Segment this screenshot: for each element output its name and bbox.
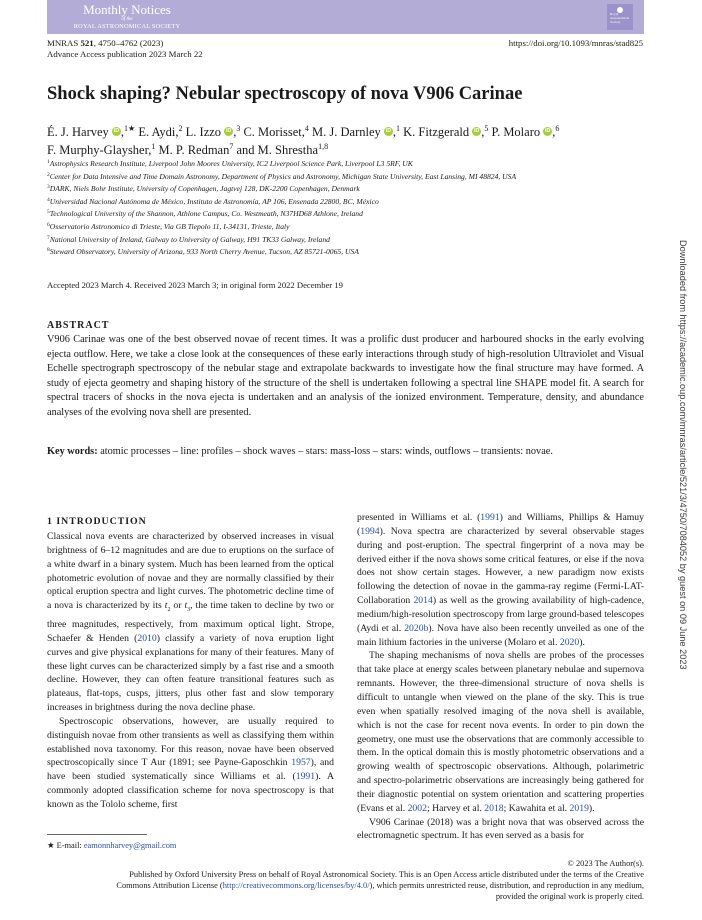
keywords-label: Key words: [47,446,98,457]
author-name: M. P. Redman [158,143,230,157]
publisher-line-3: provided the original work is properly cited. [495,892,644,901]
author [159,143,234,157]
author-affiliation-mark: 7 [229,142,234,151]
orcid-icon[interactable]: iD [545,128,551,134]
author-affiliation-mark: 1★ [124,124,136,133]
email-link[interactable]: eamonnharvey@gmail.com [83,841,177,850]
journal-banner [47,0,644,34]
affiliation [47,157,644,170]
author [243,125,308,139]
author-name: E. Aydi, [138,125,179,139]
affiliation [47,220,644,233]
author-name: É. J. Harvey [47,125,109,139]
citation-link[interactable]: 1991 [480,512,500,523]
footnote-label: ★ E-mail: [47,841,84,850]
publisher-statement [58,869,644,902]
affiliation-number: 4 [47,196,50,203]
paragraph: The shaping mechanisms of nova shells are probes of the processes that take place at energy scales between planetary nebulae and supernova remnants. However, the three-dimensional structure of nova shells is difficult to untangle when viewed on the plane of the sky. This is true even when spatially resolved imaging of the nova shell is available, which is not the case for recent nova events. In order to pin down the geometry, one must use the observations that are commonly accessible to them. In the optical domain this is mostly photometric observations and a growing wealth of spectroscopic observations. Although, polarimetric and spectro-polarimetric observations are increasingly being gathered for their diagnostic potential on system orientation and scattering properties (Evans et al. 2002; Harvey et al. 2018; Kawahita et al. 2019). [357,650,644,814]
author-affiliation-mark: 1,8 [318,142,329,151]
author-name: C. Morisset, [243,125,305,139]
orcid-icon[interactable]: iD [385,128,392,134]
affiliation-text: Technological University of the Shannon, Athlone Campus, Co. Westmeath, N37HD68 Athlone, Ireland [49,209,363,219]
citation-link[interactable]: 2014 [413,595,433,607]
affiliation-text: Osservatorio Astronomico di Trieste, Via GB Tiepolo 11, I-34131, Trieste, Italy [49,221,290,231]
author-affiliation-mark: 3 [236,124,241,133]
affiliation [47,245,644,258]
author-affiliation-mark: 1 [396,124,401,133]
author: K. Fitzgerald iD ,$^5$ [403,124,489,139]
affiliation-list [47,157,644,258]
journal-of: of the [121,17,133,22]
paragraph: Spectroscopic observations, however, are usually required to distinguish novae from other transients as well as classifying them within established nova taxonomy. For this reason, novae have been observed spectroscopically since T Aur (1891; see Payne-Gaposchkin 1957), and have been studied systematically since Williams et al. (1991). A commonly adopted classification scheme for nova spectroscopy is that known as the Tololo scheme, first [47,715,335,810]
author-name: L. Izzo [185,125,222,139]
citation-link[interactable]: 2020b [404,622,429,634]
author: L. Izzo iD ,$^3$ [185,124,241,139]
section-heading-introduction: 1 INTRODUCTION [47,516,147,527]
license-link[interactable]: http://creativecommons.org/licenses/by/4.0/ [222,881,370,890]
publisher-line-2 [58,880,644,891]
affiliation [47,195,644,208]
author: M. J. Darnley iD ,$^1$ [312,124,401,139]
body-column-right [357,511,644,843]
affiliation-number: 3 [47,184,50,191]
citation [47,38,163,49]
citation-link[interactable]: 2018 [484,802,504,814]
author [138,125,182,139]
footnote-divider [47,834,147,835]
affiliation [47,233,644,246]
publisher-line-2-end: ), which permits unrestricted reuse, distribution, and reproduction in any medium, [369,881,644,890]
society-logo-icon [607,4,633,30]
author-name: M. J. Darnley [312,125,381,139]
affiliation-number: 2 [47,171,50,178]
affiliation-text: DARK, Niels Bohr Institute, University of Copenhagen, Jagtvej 128, DK-2200 Copenhagen, Denmark [49,184,360,194]
publisher-line-2-start: Commons Attribution License ( [116,881,223,890]
author-affiliation-mark: 6 [555,124,560,133]
keywords [47,445,644,459]
author-affiliation-mark: 5 [484,124,489,133]
citation-link[interactable]: 1994 [360,525,380,537]
society-logo-text: Royal Astronomical Society [610,12,630,24]
author-name: and M. Shrestha [236,143,319,157]
abstract-heading: ABSTRACT [47,320,110,331]
journal-society: ROYAL ASTRONOMICAL SOCIETY [73,23,181,30]
citation-link[interactable]: 2010 [137,632,157,644]
affiliation-text: National University of Ireland, Galway to University of Galway, H91 TK33 Galway, Ireland [49,234,330,244]
author: É. J. Harvey iD ,$^{1★}$ [47,124,136,139]
citation-link[interactable]: 2020 [559,636,580,648]
paper-title: Shock shaping? Nebular spectroscopy of nova V906 Carinae [47,84,523,104]
affiliation-number: 6 [47,221,50,228]
affiliation-text: Steward Observatory, University of Arizona, 933 North Cherry Avenue, Tucson, AZ 85721-0065, USA [49,247,359,257]
publisher-line-1: Published by Oxford University Press on behalf of Royal Astronomical Society. This is an Open Access article distributed under the terms of the Creative [129,870,644,879]
citation-link[interactable]: 2002 [407,802,427,814]
copyright: © 2023 The Author(s). [567,859,644,868]
footnote [47,840,176,851]
orcid-icon[interactable]: iD [474,128,480,134]
advance-access: Advance Access publication 2023 March 22 [47,49,203,59]
abstract-text: V906 Carinae was one of the best observed novae of recent times. It was a prolific dust producer and harboured shocks in the early evolving ejecta outflow. Here, we take a close look at the consequences of these early interactions through study of high-resolution Ultraviolet and Visual Echelle spectrograph spectroscopy of the nebular stage and extrapolate backwards to investigate how the final structure may have formed. A study of ejecta geometry and shaping history of the structure of the shell is undertaken following a spectral line SHAPE model fit. A search for spectral tracers of shocks in the nova ejecta is undertaken and an analysis of the ionized environment. Temperature, density, and abundance analyses of the evolving nova shell are presented. [47,334,644,418]
journal-name: Monthly Notices [83,2,171,17]
author: P. Molaro iD ,$^6$ [491,124,560,139]
affiliation-number: 7 [47,234,50,241]
keywords-text: atomic processes – line: profiles – shock waves – stars: mass-loss – stars: winds, outflows – transients: novae. [97,446,553,457]
affiliation [47,207,644,220]
affiliation [47,170,644,183]
affiliation-number: 1 [47,159,50,165]
affiliation-text: Center for Data Intensive and Time Domain Astronomy, Department of Physics and Astronomy, Michigan State University, East Lansing, MI 48824, USA [49,171,517,181]
download-watermark [678,240,698,680]
author-list-line-1 [47,121,644,140]
citation-link[interactable]: 1957 [291,757,311,769]
citation-link[interactable]: 2019 [569,802,589,814]
author-name: P. Molaro [491,125,541,139]
affiliation-number: 5 [47,209,50,216]
affiliation-text: Universidad Nacional Autónoma de México, Instituto de Astronomía, AP 106, Ensenada 22800, BC, México [49,196,379,206]
affiliation-number: 8 [47,247,50,254]
paragraph: presented in Williams et al. (1991) and Williams, Phillips & Hamuy (1994). Nova spectra are characterized by several observable stages during and post-eruption. The spectral fingerprint of a nova may be derived either if the nova shows some critical features, or else if the nova does not show certain stages. However, a new paradigm now exists following the detection of novae in the gamma-ray regime (Fermi-LAT-Collaboration 2014) as well as the growing availability of high-cadence, medium/high-resolution spectroscopy from large ground-based telescopes (Aydi et al. 2020b). Nova have also been recently unveiled as one of the main lithium factories in the universe (Molaro et al. 2020). [357,512,644,648]
doi-link[interactable]: https://doi.org/10.1093/mnras/stad825 [508,38,643,48]
author-name: F. Murphy-Glaysher, [47,143,152,157]
author-affiliation-mark: 2 [178,124,183,133]
citation-journal: MNRAS [47,38,81,48]
author [47,143,155,157]
author-name: K. Fitzgerald [403,125,470,139]
author-list-line-2 [47,139,644,158]
citation-pages: , 4750–4762 (2023) [93,38,164,48]
author-affiliation-mark: 4 [304,124,309,133]
author-affiliation-mark: 1 [151,142,156,151]
orcid-icon[interactable]: iD [225,128,232,134]
affiliation [47,182,644,195]
body-column-left [47,530,334,812]
author [236,143,328,157]
citation-link[interactable]: 1991 [295,771,316,783]
affiliation-text: Astrophysics Research Institute, Liverpool John Moores University, IC2 Liverpool Science Park, Liverpool L3 5RF, UK [49,159,413,168]
paragraph: Classical nova events are characterized by observed increases in visual brightness of 6–12 magnitudes and are due to eruptions on the surface of a white dwarf in a binary system. Much has been learned from the optical photometric evolution of novae and they are normally classified by their optical eruption spectra and light curves. The photometric decline time of a nova is characterized by its $t_2$ or $t_3$, the time taken to decline by two or three magnitudes, respectively, from maximum optical light. Strope, Schaefer & Henden (2010) classify a variety of nova eruption light curves and give physical explanations for many of their features. Many of these light curves can be characterized simply by a fast rise and a smooth decline. However, they can often feature transitional features such as plateaus, flat-tops, cusps, jitters, plus other fast and slow temporary increases in brightness during the nova decline phase. [47,531,335,714]
download-watermark-text: Downloaded from https://academic.oup.com/mnras/article/521/3/4750/7084052 by guest on 09 June 2023 [678,240,688,670]
paragraph: V906 Carinae (2018) was a bright nova that was observed across the electromagnetic spectrum. It has even served as a basis for [357,816,644,842]
orcid-icon[interactable]: iD [113,128,120,134]
received-dates: Accepted 2023 March 4. Received 2023 March 3; in original form 2022 December 19 [47,280,343,290]
citation-volume: 521 [80,38,94,48]
